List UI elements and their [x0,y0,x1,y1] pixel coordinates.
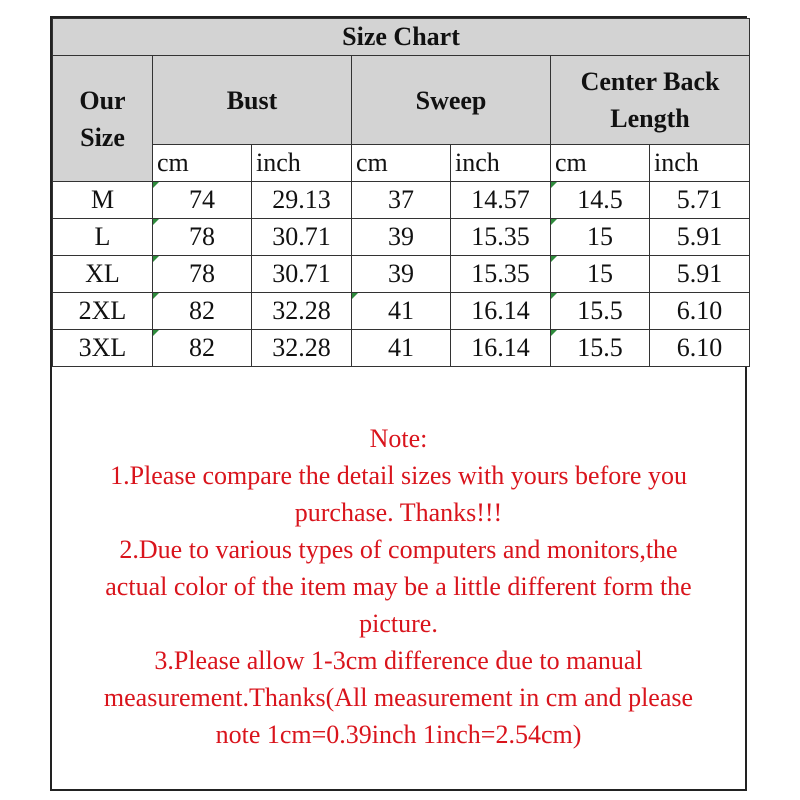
value-cell: 78 [153,256,252,293]
value-cell: 15.35 [451,256,551,293]
note-line: actual color of the item may be a little different form the [105,572,692,601]
table-row [53,219,750,256]
table-row [53,293,750,330]
value-cell: 82 [153,330,252,367]
header-cbl-line2: Length [610,104,690,133]
size-table [52,18,750,367]
value-cell: 5.71 [650,182,750,219]
value-cell: 30.71 [252,256,352,293]
note-line: picture. [359,609,438,638]
header-center-back-length [551,56,750,145]
title-row [53,19,750,56]
size-chart-sheet [50,16,747,791]
header-sweep: Sweep [352,56,551,145]
value-cell: 74 [153,182,252,219]
chart-title: Size Chart [53,19,750,56]
value-cell: 6.10 [650,293,750,330]
value-cell: 16.14 [451,293,551,330]
unit-row [53,145,750,182]
note-line: 2.Due to various types of computers and monitors,the [119,535,678,564]
value-cell: 16.14 [451,330,551,367]
note-heading: Note: [369,424,428,453]
value-cell: 30.71 [252,219,352,256]
value-cell: 15.5 [551,330,650,367]
value-cell: 41 [352,330,451,367]
value-cell: 78 [153,219,252,256]
note-line: 1.Please compare the detail sizes with yours before you [110,461,687,490]
value-cell: 5.91 [650,219,750,256]
header-bust: Bust [153,56,352,145]
header-our-size [53,56,153,182]
unit-cell: inch [252,145,352,182]
value-cell: 32.28 [252,330,352,367]
value-cell: 5.91 [650,256,750,293]
value-cell: 14.57 [451,182,551,219]
size-label: 3XL [53,330,153,367]
header-our-size-line1: Our [79,85,126,115]
header-row [53,56,750,145]
value-cell: 32.28 [252,293,352,330]
value-cell: 82 [153,293,252,330]
unit-cell: inch [650,145,750,182]
value-cell: 39 [352,219,451,256]
header-cbl-line1: Center Back [580,67,720,96]
note-section [52,420,745,753]
unit-cell: cm [153,145,252,182]
size-label: XL [53,256,153,293]
value-cell: 14.5 [551,182,650,219]
unit-cell: inch [451,145,551,182]
value-cell: 15 [551,219,650,256]
value-cell: 37 [352,182,451,219]
size-label: M [53,182,153,219]
size-label: L [53,219,153,256]
value-cell: 15.5 [551,293,650,330]
value-cell: 29.13 [252,182,352,219]
value-cell: 15 [551,256,650,293]
note-line: measurement.Thanks(All measurement in cm and please [103,683,694,712]
value-cell: 39 [352,256,451,293]
note-line: 3.Please allow 1-3cm difference due to manual [154,646,643,675]
size-label: 2XL [53,293,153,330]
unit-cell: cm [551,145,650,182]
table-row [53,330,750,367]
value-cell: 6.10 [650,330,750,367]
header-our-size-line2: Size [80,122,125,152]
note-line: purchase. Thanks!!! [294,498,503,527]
value-cell: 15.35 [451,219,551,256]
table-row [53,256,750,293]
note-line: note 1cm=0.39inch 1inch=2.54cm) [215,720,582,749]
table-row [53,182,750,219]
unit-cell: cm [352,145,451,182]
value-cell: 41 [352,293,451,330]
